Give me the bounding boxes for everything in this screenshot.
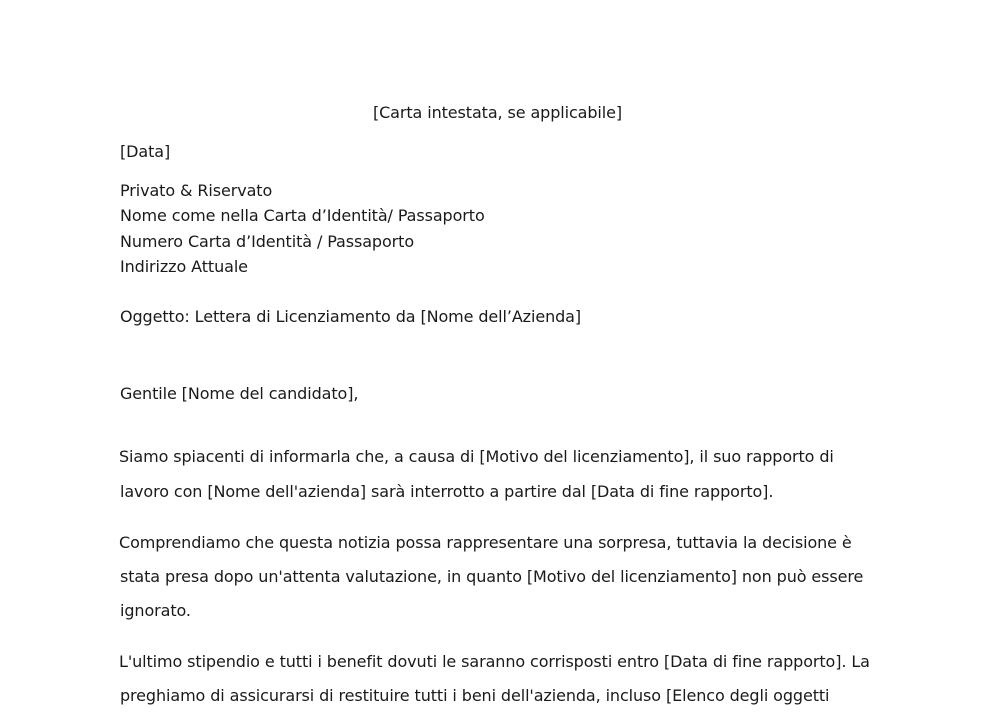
paragraph-1-line-2: lavoro con [Nome dell'azienda] sarà interrotto a partire dal [Data di fine rapporto].: [120, 482, 774, 501]
recipient-address-line: Indirizzo Attuale: [120, 257, 248, 276]
recipient-confidential-line: Privato & Riservato: [120, 181, 273, 200]
recipient-name-line: Nome come nella Carta d’Identità/ Passaporto: [120, 206, 485, 225]
salutation-line: Gentile [Nome del candidato],: [120, 384, 359, 403]
letterhead-placeholder: [Carta intestata, se applicabile]: [372, 103, 623, 122]
paragraph-2-line-2: stata presa dopo un'attenta valutazione, in quanto [Motivo del licenziamento] non può essere: [120, 567, 864, 586]
date-line: [Data]: [120, 142, 171, 161]
paragraph-3-line-1: L'ultimo stipendio e tutti i benefit dovuti le saranno corrisposti entro [Data di fine rapporto]. La: [119, 652, 870, 671]
paragraph-1-line-1: Siamo spiacenti di informarla che, a causa di [Motivo del licenziamento], il suo rapporto di: [119, 447, 834, 466]
paragraph-2-line-3: ignorato.: [120, 601, 191, 620]
recipient-id-number-line: Numero Carta d’Identità / Passaporto: [120, 232, 415, 251]
subject-line: Oggetto: Lettera di Licenziamento da [Nome dell’Azienda]: [120, 307, 582, 326]
paragraph-2-line-1: Comprendiamo che questa notizia possa rappresentare una sorpresa, tuttavia la decisione è: [119, 533, 852, 552]
paragraph-3-line-2: preghiamo di assicurarsi di restituire tutti i beni dell'azienda, incluso [Elenco degli oggetti: [120, 686, 830, 705]
